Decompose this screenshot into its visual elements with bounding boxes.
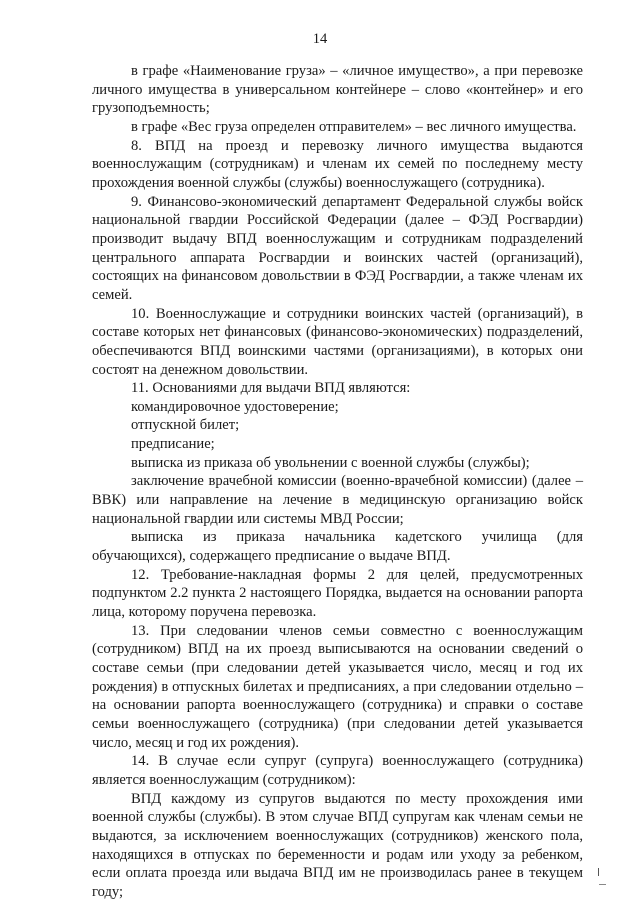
paragraph-item-13: 13. При следовании членов семьи совместно с военнослужащим (сотрудником) ВПД на их проезд выписываются на основании сведений о составе семьи (при следовании детей указывается число, месяц и год их рождения) в отпускных билетах и предписаниях, а при следовании отдельно – на основании рапорта военнослужащего (сотрудника) и справки о составе семьи военнослужащего (сотрудника) (при следовании детей указывается число, месяц и год их рождения). [92, 622, 583, 751]
paragraph-cargo-name: в графе «Наименование груза» – «личное имущество», а при перевозке личного имущества в универсальном контейнере – слово «контейнер» и его грузоподъемность; [92, 63, 583, 117]
paragraph-spouses: ВПД каждому из супругов выдаются по месту прохождения ими военной службы (службы). В этом случае ВПД супругам как членам семьи не выдаются, за исключением военнослужащих (сотрудников) женского пола, находящихся в отпусках по беременности и родам или уходу за ребенком, если оплата проезда или выдача ВПД им не производилась ранее в текущем году; [92, 790, 583, 900]
paragraph-item-11: 11. Основаниями для выдачи ВПД являются: [131, 380, 411, 397]
list-item: предписание; [131, 436, 215, 453]
document-body [92, 62, 583, 902]
list-item: отпускной билет; [131, 417, 240, 434]
paragraph-item-14: 14. В случае если супруг (супруга) военнослужащего (сотрудника) является военнослужащим (сотрудником): [92, 753, 583, 788]
list-item: заключение врачебной комиссии (военно-врачебной комиссии) (далее – ВВК) или направление на лечение в медицинскую организацию войск национальной гвардии или системы МВД России; [92, 473, 583, 527]
page-number: 14 [312, 31, 328, 47]
list-item: выписка из приказа об увольнении с военной службы (службы); [131, 454, 530, 471]
paragraph-item-12: 12. Требование-накладная формы 2 для целей, предусмотренных подпунктом 2.2 пункта 2 настоящего Порядка, выдается на основании рапорта лица, которому поручена перевозка. [92, 566, 583, 621]
paragraph-item-9: 9. Финансово-экономический департамент Федеральной службы войск национальной гвардии Российской Федерации (далее – ФЭД Росгвардии) производит выдачу ВПД военнослужащим и сотрудникам подразделений центрального аппарата Росгвардии и воинских частей (организаций), состоящих на финансовом довольствии в ФЭД Росгвардии, а также членам их семей. [92, 193, 583, 303]
paragraph-cargo-weight: в графе «Вес груза определен отправителем» – вес личного имущества. [131, 118, 577, 135]
scan-artifact [599, 884, 606, 885]
scan-artifact [598, 868, 599, 876]
list-item: командировочное удостоверение; [131, 398, 339, 415]
list-item: выписка из приказа начальника кадетского училища (для обучающихся), содержащего предписание о выдаче ВПД. [92, 529, 583, 565]
paragraph-item-10: 10. Военнослужащие и сотрудники воинских частей (организаций), в составе которых нет финансовых (финансово-экономических) подразделений, обеспечиваются ВПД воинскими частями (организациями), в которых они состоят на денежном довольствии. [92, 305, 583, 378]
paragraph-item-8: 8. ВПД на проезд и перевозку личного имущества выдаются военнослужащим (сотрудникам) и членам их семей по последнему месту прохождения военной службы (службы) военнослужащего (сотрудника). [92, 137, 583, 191]
